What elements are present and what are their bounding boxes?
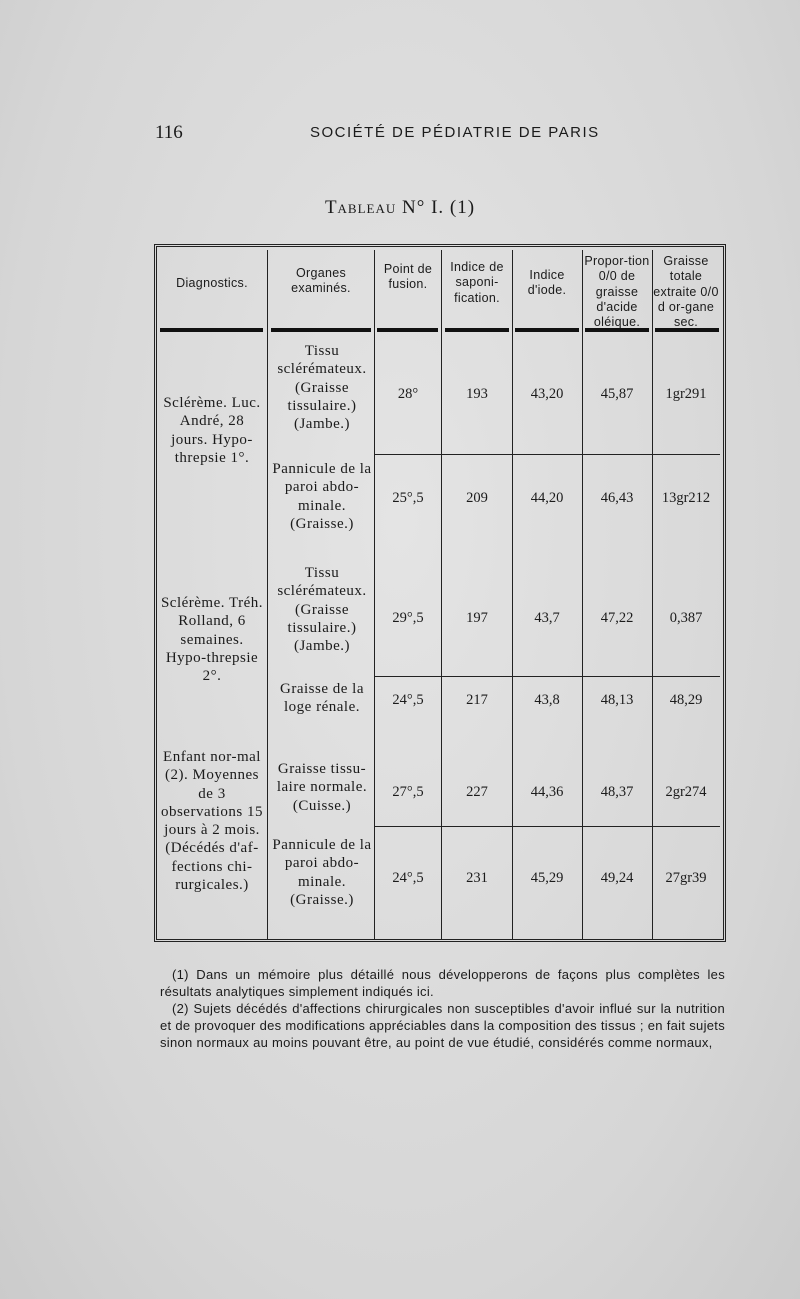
- table-title: Tableau N° I. (1): [324, 197, 476, 218]
- saponification-cell: 227: [466, 784, 488, 800]
- diagnostic-cell: Sclérème. Luc. André, 28 jours. Hypo-threpsie 1°.: [163, 395, 261, 466]
- column-divider: [582, 250, 583, 940]
- column-header: Graisse totale extraite 0/0 d or-gane sec.: [653, 254, 719, 329]
- saponification-cell: 197: [466, 610, 488, 626]
- fusion-cell: 24°,5: [392, 870, 424, 886]
- fusion-cell: 29°,5: [392, 610, 424, 626]
- organ-cell: Tissu sclérémateux. (Graisse tissulaire.) (Jambe.): [277, 343, 367, 433]
- iode-cell: 43,8: [534, 692, 560, 708]
- saponification-cell: 231: [466, 870, 488, 886]
- saponification-cell: 217: [466, 692, 488, 708]
- iode-cell: 44,36: [530, 784, 564, 800]
- acide-oleique-cell: 46,43: [600, 490, 634, 506]
- page-header: [155, 122, 723, 142]
- column-divider: [441, 250, 442, 940]
- data-table: [154, 244, 724, 944]
- iode-cell: 43,20: [530, 386, 564, 402]
- column-divider: [652, 250, 653, 940]
- header-rule: [160, 328, 263, 332]
- header-rule: [271, 328, 371, 332]
- row-divider: [374, 676, 720, 677]
- saponification-cell: 209: [466, 490, 488, 506]
- footnotes: [160, 966, 725, 1051]
- iode-cell: 45,29: [530, 870, 564, 886]
- iode-cell: 44,20: [530, 490, 564, 506]
- acide-oleique-cell: 48,37: [600, 784, 634, 800]
- column-header: Organes examinés.: [291, 266, 351, 296]
- column-header: Indice d'iode.: [527, 268, 567, 298]
- footnote-2: (2) Sujets décédés d'affections chirurgicales non susceptibles d'avoir influé sur la nutrition et de provoquer des modifications appréciables dans la composition des tissus ; en fait sujets sinon normaux au moins pouvant être, au point de vue étudié, considérés comme normaux,: [160, 1001, 725, 1050]
- column-header: Indice de saponi-fication.: [450, 260, 504, 305]
- header-rule: [445, 328, 509, 332]
- header-rule: [377, 328, 438, 332]
- fusion-cell: 25°,5: [392, 490, 424, 506]
- header-rule: [515, 328, 579, 332]
- iode-cell: 43,7: [534, 610, 560, 626]
- running-title: SOCIÉTÉ DE PÉDIATRIE DE PARIS: [310, 124, 600, 141]
- organ-cell: Graisse de la loge rénale.: [280, 681, 364, 716]
- acide-oleique-cell: 49,24: [600, 870, 634, 886]
- graisse-totale-cell: 0,387: [669, 610, 703, 626]
- graisse-totale-cell: 1gr291: [665, 386, 707, 402]
- acide-oleique-cell: 47,22: [600, 610, 634, 626]
- fusion-cell: 28°: [397, 386, 419, 402]
- column-header: Point de fusion.: [383, 262, 433, 292]
- acide-oleique-cell: 45,87: [600, 386, 634, 402]
- organ-cell: Tissu sclérémateux. (Graisse tissulaire.) (Jambe.): [277, 565, 367, 655]
- organ-cell: Pannicule de la paroi abdo-minale. (Graisse.): [272, 837, 372, 908]
- organ-cell: Graisse tissu-laire normale. (Cuisse.): [276, 761, 368, 814]
- page-number: 116: [155, 122, 183, 143]
- row-divider: [374, 826, 720, 827]
- saponification-cell: 193: [466, 386, 488, 402]
- diagnostic-cell: Enfant nor-mal (2). Moyennes de 3 observations 15 jours à 2 mois. (Décédés d'af-fections chi-rurgicales.): [160, 749, 264, 894]
- graisse-totale-cell: 27gr39: [665, 870, 707, 886]
- column-divider: [267, 250, 268, 940]
- column-header: Diagnostics.: [176, 276, 248, 290]
- graisse-totale-cell: 48,29: [669, 692, 703, 708]
- graisse-totale-cell: 13gr212: [661, 490, 711, 506]
- column-divider: [512, 250, 513, 940]
- acide-oleique-cell: 48,13: [600, 692, 634, 708]
- fusion-cell: 24°,5: [392, 692, 424, 708]
- row-divider: [374, 454, 720, 455]
- footnote-1: (1) Dans un mémoire plus détaillé nous développerons de façons plus complètes les résultats analytiques simplement indiqués ici.: [160, 967, 725, 999]
- column-header: Propor-tion 0/0 de graisse d'acide oléique.: [584, 254, 650, 329]
- graisse-totale-cell: 2gr274: [665, 784, 707, 800]
- diagnostic-cell: Sclérème. Tréh. Rolland, 6 semaines. Hypo-threpsie 2°.: [160, 595, 264, 685]
- fusion-cell: 27°,5: [392, 784, 424, 800]
- organ-cell: Pannicule de la paroi abdo-minale. (Graisse.): [272, 461, 372, 532]
